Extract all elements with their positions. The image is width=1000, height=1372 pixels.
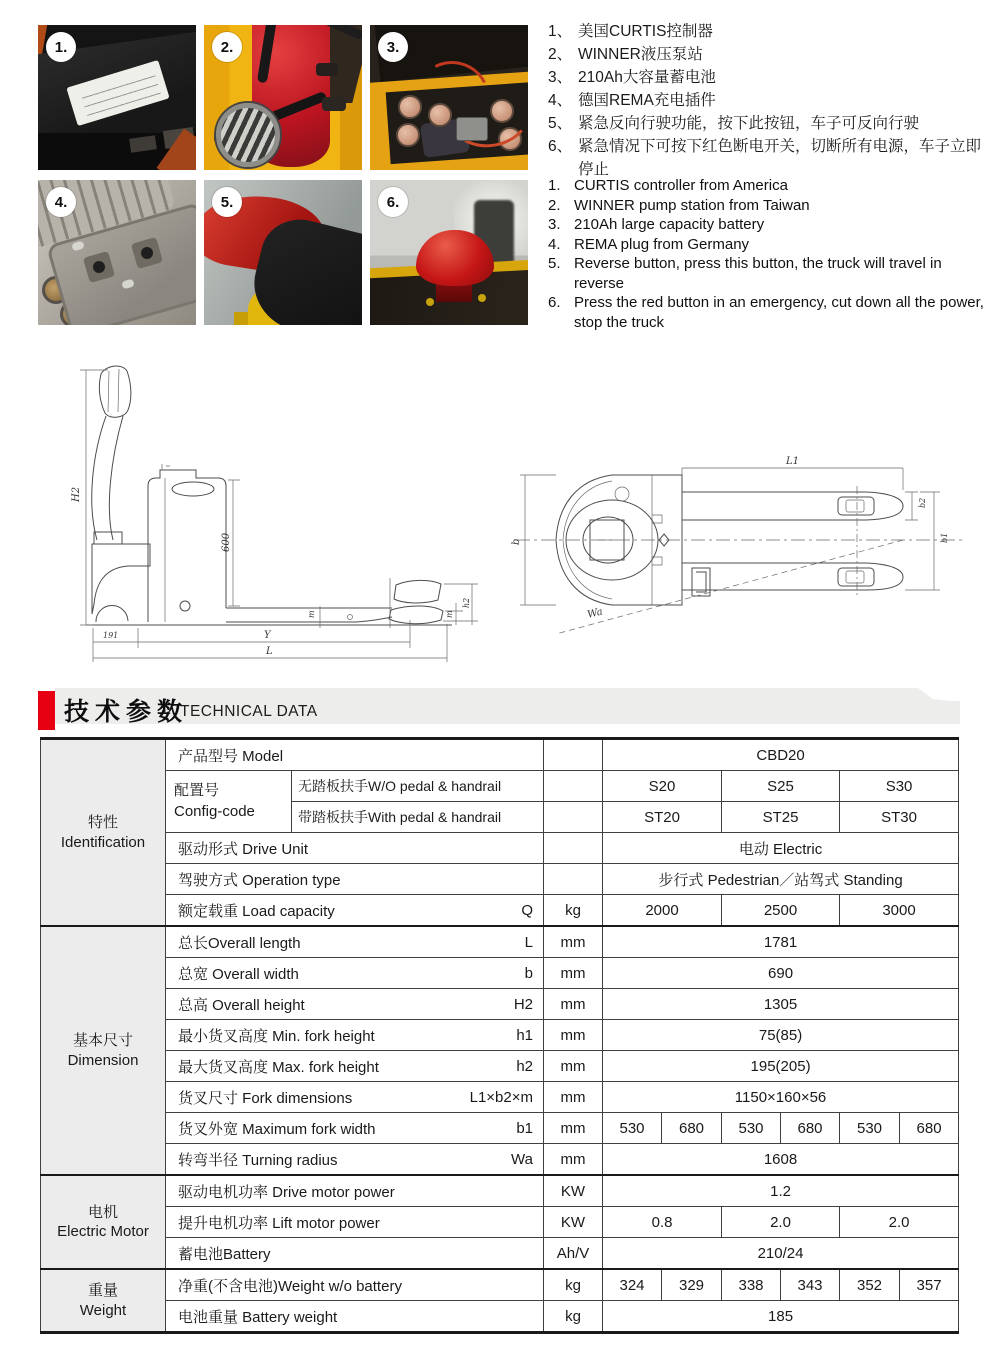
label-cell: 净重(不含电池)Weight w/o battery	[166, 1269, 544, 1301]
photo-number-badge: 1.	[46, 32, 76, 62]
unit-cell	[544, 864, 603, 895]
unit-cell: KW	[544, 1207, 603, 1238]
photo-number-badge: 5.	[212, 187, 242, 217]
features-list-zh	[548, 20, 984, 181]
unit-cell	[544, 833, 603, 864]
row-turning-radius: 转弯半径 Turning radius Wa mm 1608	[41, 1144, 959, 1176]
value-cell: 185	[603, 1301, 959, 1333]
dim-m-mid: m	[307, 610, 316, 618]
value-cell: S20	[603, 771, 722, 802]
value-cell: 680	[781, 1113, 840, 1144]
photo-number-badge: 6.	[378, 187, 408, 217]
value-cell: 1781	[603, 926, 959, 958]
value-cell: S25	[722, 771, 840, 802]
list-item: 4、 德国REMA充电插件	[548, 92, 716, 109]
unit-cell: mm	[544, 1113, 603, 1144]
value-cell: 2.0	[722, 1207, 840, 1238]
label-cell: 驱动形式 Drive Unit	[166, 833, 544, 864]
dim-wa: Wa	[586, 606, 604, 621]
row-config-wo	[41, 771, 959, 802]
row-net-weight	[41, 1269, 959, 1301]
label-cell: 驱动电机功率 Drive motor power	[166, 1175, 544, 1207]
dim-tip-h2: h2	[462, 597, 471, 608]
value-cell: 步行式 Pedestrian／站驾式 Standing	[603, 864, 959, 895]
dim-191: 191	[103, 631, 119, 640]
red-accent-bar	[38, 691, 55, 730]
photo-rema-plug	[38, 180, 196, 325]
value-cell: 343	[781, 1269, 840, 1301]
label-cell: 蓄电池Battery	[166, 1238, 544, 1270]
list-item: 1. CURTIS controller from America	[548, 177, 788, 194]
unit-cell	[544, 771, 603, 802]
list-item: 2、 WINNER液压泵站	[548, 46, 703, 63]
horn-grille	[216, 103, 280, 167]
value-cell: 1305	[603, 989, 959, 1020]
dim-l: L	[266, 646, 273, 657]
label-cell: 无踏板扶手W/O pedal & handrail	[292, 771, 544, 802]
photo-battery	[370, 25, 528, 170]
label-cell: 带踏板扶手With pedal & handrail	[292, 802, 544, 833]
dim-tip-m: m	[445, 610, 454, 618]
row-lift-motor-power	[41, 1207, 959, 1238]
photo-pump-station	[204, 25, 362, 170]
dim-b1: b1	[940, 532, 949, 543]
value-cell: ST30	[840, 802, 959, 833]
unit-cell: KW	[544, 1175, 603, 1207]
top-view-drawing	[505, 358, 985, 673]
unit-cell: Ah/V	[544, 1238, 603, 1270]
value-cell: 3000	[840, 895, 959, 927]
dim-y: Y	[264, 630, 271, 641]
features-list-en	[548, 176, 990, 332]
value-cell: 1608	[603, 1144, 959, 1176]
unit-cell: kg	[544, 1269, 603, 1301]
row-min-fork-height: 最小货叉高度 Min. fork height h1 mm 75(85)	[41, 1020, 959, 1051]
unit-cell: mm	[544, 989, 603, 1020]
label-cell: 额定载重 Load capacity Q	[166, 895, 544, 927]
photo-number-badge: 3.	[378, 32, 408, 62]
category-cell: 特性 Identification	[41, 739, 166, 927]
row-battery-weight	[41, 1301, 959, 1333]
value-cell: 357	[900, 1269, 959, 1301]
photo-emergency-stop	[370, 180, 528, 325]
value-cell: 1.2	[603, 1175, 959, 1207]
value-cell: 530	[840, 1113, 900, 1144]
unit-cell: mm	[544, 1082, 603, 1113]
list-item: 1、 美国CURTIS控制器	[548, 23, 713, 40]
unit-cell: kg	[544, 1301, 603, 1333]
dim-b2: b2	[918, 497, 927, 508]
section-title-zh: 技术参数	[64, 698, 189, 726]
unit-cell: mm	[544, 958, 603, 989]
category-cell: 电机 Electric Motor	[41, 1175, 166, 1269]
category-cell: 重量 Weight	[41, 1269, 166, 1333]
list-item: 5. Reverse button, press this button, the truck will travel in reverse	[548, 255, 942, 292]
value-cell: 2.0	[840, 1207, 959, 1238]
unit-cell: mm	[544, 1051, 603, 1082]
row-overall-width: 总宽 Overall width b mm 690	[41, 958, 959, 989]
side-view-drawing	[45, 358, 510, 673]
value-cell: 530	[603, 1113, 662, 1144]
value-cell: 680	[900, 1113, 959, 1144]
row-max-fork-height: 最大货叉高度 Max. fork height h2 mm 195(205)	[41, 1051, 959, 1082]
photo-number-badge: 2.	[212, 32, 242, 62]
unit-cell: mm	[544, 1020, 603, 1051]
row-drive-motor-power	[41, 1175, 959, 1207]
row-battery	[41, 1238, 959, 1270]
unit-cell	[544, 802, 603, 833]
value-cell: 530	[722, 1113, 781, 1144]
row-fork-dimensions: 货叉尺寸 Fork dimensions L1×b2×m mm 1150×160×56	[41, 1082, 959, 1113]
list-item: 6. Press the red button in an emergency, cut down all the power, stop the truck	[548, 294, 984, 331]
technical-data-table	[40, 737, 959, 1334]
unit-cell: kg	[544, 895, 603, 927]
value-cell: 352	[840, 1269, 900, 1301]
value-cell: S30	[840, 771, 959, 802]
value-cell: 0.8	[603, 1207, 722, 1238]
label-cell: 提升电机功率 Lift motor power	[166, 1207, 544, 1238]
list-item: 3、 210Ah大容量蓄电池	[548, 69, 716, 86]
list-item: 6、 紧急情况下可按下红色断电开关，切断所有电源，车子立即停止	[548, 138, 982, 178]
value-cell: 2500	[722, 895, 840, 927]
value-cell: 690	[603, 958, 959, 989]
label-cell: 电池重量 Battery weight	[166, 1301, 544, 1333]
row-model	[41, 739, 959, 771]
row-overall-length: 基本尺寸 Dimension 总长Overall length L mm 1781	[41, 926, 959, 958]
value-cell: 2000	[603, 895, 722, 927]
list-item: 3. 210Ah large capacity battery	[548, 216, 765, 233]
unit-cell: mm	[544, 926, 603, 958]
label-cell: 产品型号 Model	[166, 739, 544, 771]
symbol: Q	[521, 901, 533, 919]
value-cell: CBD20	[603, 739, 959, 771]
row-max-fork-width: 货叉外宽 Maximum fork width b1 mm 530 680 530 680 530 680	[41, 1113, 959, 1144]
row-drive-unit	[41, 833, 959, 864]
value-cell: 195(205)	[603, 1051, 959, 1082]
value-cell: 329	[662, 1269, 722, 1301]
value-cell: ST25	[722, 802, 840, 833]
photo-reverse-button	[204, 180, 362, 325]
dim-600: 600	[221, 532, 232, 552]
value-cell: 680	[662, 1113, 722, 1144]
category-cell: 基本尺寸 Dimension	[41, 926, 166, 1175]
value-cell: ST20	[603, 802, 722, 833]
dim-h2-total: H2	[71, 486, 82, 502]
section-title-en: TECHNICAL DATA	[180, 703, 318, 720]
list-item: 4. REMA plug from Germany	[548, 235, 750, 253]
row-load-capacity	[41, 895, 959, 927]
list-item: 5、 紧急反向行驶功能，按下此按钮，车子可反向行驶	[548, 115, 920, 132]
dim-l1: L1	[786, 456, 800, 467]
photo-curtis-controller	[38, 25, 196, 170]
value-cell: 电动 Electric	[603, 833, 959, 864]
photo-number-badge: 4.	[46, 187, 76, 217]
value-cell: 324	[603, 1269, 662, 1301]
label-cell: 配置号 Config-code	[166, 771, 292, 833]
label-cell: 驾驶方式 Operation type	[166, 864, 544, 895]
value-cell: 75(85)	[603, 1020, 959, 1051]
value-cell: 210/24	[603, 1238, 959, 1270]
row-overall-height: 总高 Overall height H2 mm 1305	[41, 989, 959, 1020]
row-operation-type	[41, 864, 959, 895]
value-cell: 1150×160×56	[603, 1082, 959, 1113]
value-cell: 338	[722, 1269, 781, 1301]
dim-b: b	[511, 538, 522, 545]
unit-cell: mm	[544, 1144, 603, 1176]
unit-cell	[544, 739, 603, 771]
battery-connector	[456, 117, 488, 141]
list-item: 2. WINNER pump station from Taiwan	[548, 196, 810, 214]
